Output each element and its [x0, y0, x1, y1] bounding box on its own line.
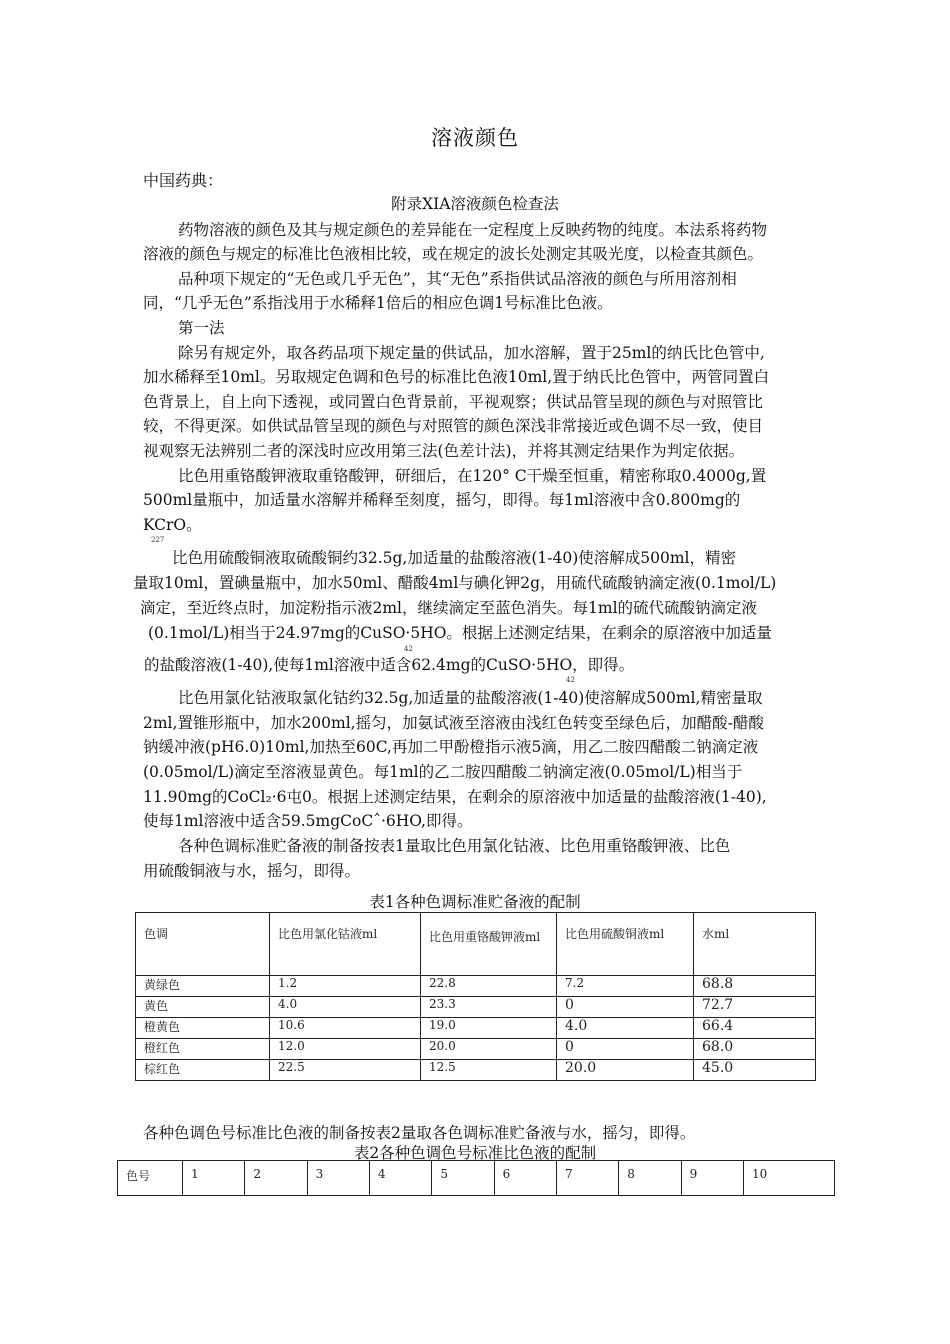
- table-cell: 1.2: [270, 976, 421, 997]
- table2: [117, 1160, 835, 1196]
- text-line: 较，不得更深。如供试品管呈现的颜色与对照管的颜色深浅非常接近或色调不尽一致，使目: [143, 417, 764, 435]
- table-header-cell: 8: [619, 1161, 681, 1196]
- text-line: 除另有规定外，取各药品项下规定量的供试品，加水溶解，置于25ml的纳氏比色管中,: [178, 344, 765, 362]
- table-header-cell: 水ml: [694, 913, 816, 976]
- subscript-note: 42: [566, 676, 575, 684]
- text-line: 比色用氯化钴液取氯化钴约32.5g,加适量的盐酸溶液(1-40)使溶解成500ml,精密量取: [178, 689, 763, 707]
- table-header-row: [118, 1161, 835, 1196]
- text-line: 各种色调色号标准比色液的制备按表2量取各色调标准贮备液与水，摇匀，即得。: [143, 1124, 696, 1142]
- table2-caption: 表2各种色调色号标准比色液的配制: [353, 1144, 597, 1162]
- table-header-cell: 9: [681, 1161, 743, 1196]
- table-cell: 66.4: [694, 1018, 816, 1039]
- table-cell: 20.0: [557, 1060, 694, 1081]
- table-row: [136, 976, 816, 997]
- text-line: (0.1mol/L)相当于24.97mg的CuSO·5HO。根据上述测定结果，在剩余的原溶液中加适量: [148, 624, 772, 642]
- text-line: 的盐酸溶液(1-40),使每1ml溶液中适含62.4mg的CuSO·5HO，即得。: [144, 656, 635, 674]
- table-cell: 棕红色: [136, 1060, 270, 1081]
- table-row: [136, 1060, 816, 1081]
- table-header-cell: 色号: [118, 1161, 183, 1196]
- table-cell: 22.8: [421, 976, 557, 997]
- table-header-cell: 5: [432, 1161, 494, 1196]
- text-line: 同，“几乎无色”系指浅用于水稀释1倍后的相应色调1号标准比色液。: [143, 294, 613, 312]
- table-header-cell: 1: [183, 1161, 245, 1196]
- text-line: 药物溶液的颜色及其与规定颜色的差异能在一定程度上反映药物的纯度。本法系将药物: [178, 221, 768, 239]
- table-header-cell: 4: [369, 1161, 431, 1196]
- table-cell: 橙黄色: [136, 1018, 270, 1039]
- table-cell: 7.2: [557, 976, 694, 997]
- table-cell: 10.6: [270, 1018, 421, 1039]
- table-cell: 12.5: [421, 1060, 557, 1081]
- table-cell: 68.8: [694, 976, 816, 997]
- table-cell: 12.0: [270, 1039, 421, 1060]
- text-line: KCrO。: [143, 516, 202, 534]
- text-line: 色背景上，自上向下透视，或同置白色背景前，平视观察；供试品管呈现的颜色与对照管比: [143, 393, 764, 411]
- text-line: 溶液的颜色与规定的标准比色液相比较，或在规定的波长处测定其吸光度，以检查其颜色。: [143, 245, 764, 263]
- text-line: (0.05mol/L)滴定至溶液显黄色。每1ml的乙二胺四醋酸二钠滴定液(0.05mol/L)相当于: [143, 763, 743, 781]
- section-heading: 中国药典：: [143, 171, 224, 190]
- text-line: 用硫酸铜液与水，摇匀，即得。: [143, 862, 361, 880]
- table-header-cell: 色调: [136, 913, 270, 976]
- text-line: 使每1ml溶液中适含59.5mgCoCˆ·6HO,即得。: [143, 812, 473, 830]
- table-header-cell: 比色用硫酸铜液ml: [557, 913, 694, 976]
- table-cell: 0: [557, 1039, 694, 1060]
- text-line: 比色用重铬酸钾液取重铬酸钾，研细后，在120° C干燥至恒重，精密称取0.4000g,置: [178, 467, 767, 485]
- table1-caption: 表1各种色调标准贮备液的配制: [369, 893, 581, 911]
- table-header-cell: 6: [494, 1161, 556, 1196]
- table-header-row: [136, 913, 816, 976]
- text-line: 品种项下规定的“无色或几乎无色”，其“无色”系指供试品溶液的颜色与所用溶剂相: [178, 270, 737, 288]
- text-line: 滴定，至近终点时，加淀粉指示液2ml，继续滴定至蓝色消失。每1ml的硫代硫酸钠滴定液: [140, 599, 758, 617]
- table-cell: 黄色: [136, 997, 270, 1018]
- table-cell: 4.0: [557, 1018, 694, 1039]
- text-line: 2ml,置锥形瓶中，加水200ml,摇匀，加氨试液至溶液由浅红色转变至绿色后，加醋酸-醋酸: [143, 714, 764, 732]
- text-line: 各种色调标准贮备液的制备按表1量取比色用氯化钴液、比色用重铬酸钾液、比色: [178, 837, 731, 855]
- table-cell: 0: [557, 997, 694, 1018]
- table-cell: 23.3: [421, 997, 557, 1018]
- table-row: [136, 1039, 816, 1060]
- table-header-cell: 10: [743, 1161, 834, 1196]
- text-line: 11.90mg的CoCl₂·6屯0。根据上述测定结果，在剩余的原溶液中加适量的盐酸溶液(1-40),: [143, 788, 767, 806]
- table-row: [136, 1018, 816, 1039]
- table-header-cell: 比色用重铬酸钾液ml: [421, 913, 557, 976]
- text-line: 加水稀释至10ml。另取规定色调和色号的标准比色液10ml,置于纳氏比色管中，两管同置白: [143, 368, 770, 386]
- text-line: 视观察无法辨别二者的深浅时应改用第三法(色差计法)，并将其测定结果作为判定依据。: [143, 442, 745, 460]
- table-cell: 72.7: [694, 997, 816, 1018]
- text-line: 量取10ml，置碘量瓶中，加水50ml、醋酸4ml与碘化钾2g，用硫代硫酸钠滴定液(0.1mol/L): [133, 574, 777, 592]
- page-title: 溶液颜色: [431, 126, 519, 150]
- table-cell: 4.0: [270, 997, 421, 1018]
- table-header-cell: 7: [556, 1161, 618, 1196]
- table-cell: 19.0: [421, 1018, 557, 1039]
- table-cell: 45.0: [694, 1060, 816, 1081]
- table-row: [136, 997, 816, 1018]
- text-line: 第一法: [178, 319, 225, 337]
- table-cell: 黄绿色: [136, 976, 270, 997]
- subscript-note: 42: [404, 645, 413, 653]
- table1: [135, 912, 816, 1081]
- appendix-title: 附录XIA溶液颜色检查法: [391, 195, 559, 213]
- table-header-cell: 3: [307, 1161, 369, 1196]
- table-header-cell: 比色用氯化钴液ml: [270, 913, 421, 976]
- table-cell: 橙红色: [136, 1039, 270, 1060]
- table-cell: 68.0: [694, 1039, 816, 1060]
- table-cell: 20.0: [421, 1039, 557, 1060]
- table-cell: 22.5: [270, 1060, 421, 1081]
- text-line: 比色用硫酸铜液取硫酸铜约32.5g,加适量的盐酸溶液(1-40)使溶解成500ml，精密: [172, 549, 737, 567]
- text-line: 钠缓冲液(pH6.0)10ml,加热至60C,再加二甲酚橙指示液5滴，用乙二胺四醋酸二钠滴定液: [143, 738, 759, 756]
- table-header-cell: 2: [245, 1161, 307, 1196]
- text-line: 500ml量瓶中，加适量水溶解并稀释至刻度，摇匀，即得。每1ml溶液中含0.800mg的: [143, 491, 741, 509]
- subscript-note: 227: [151, 536, 165, 544]
